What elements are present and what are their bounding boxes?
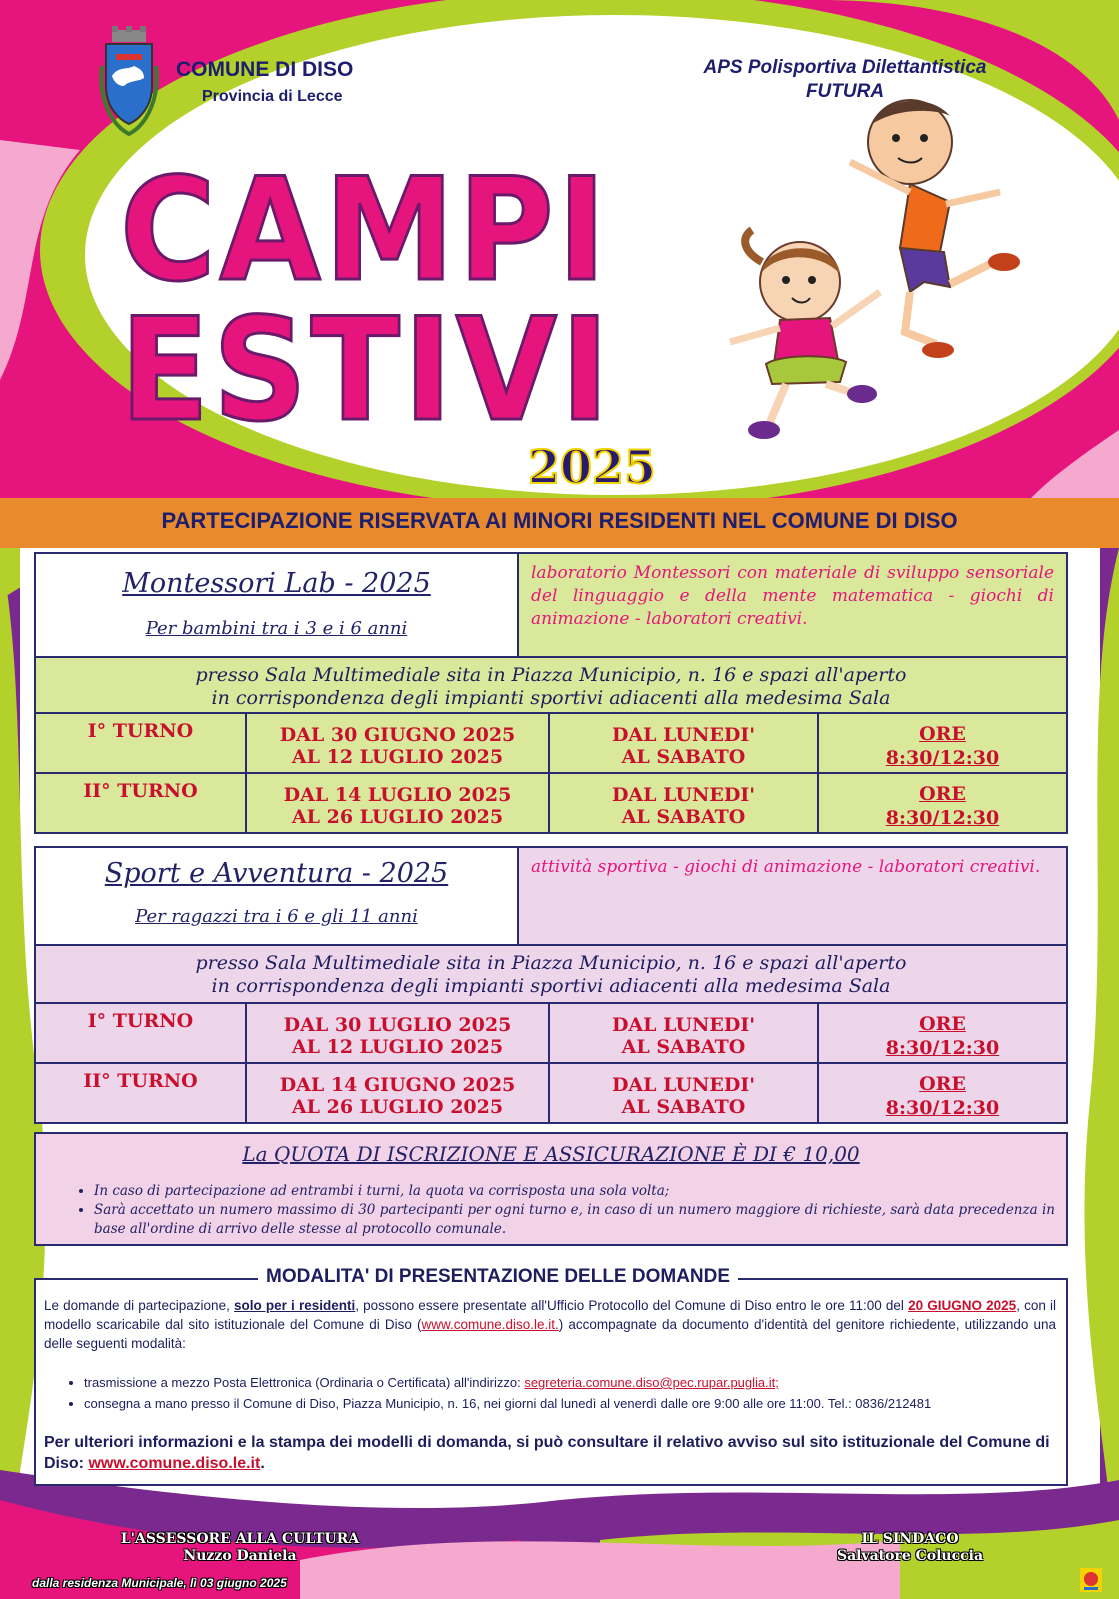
hours-cell [817,712,1068,774]
corner-logo-icon [1080,1568,1102,1592]
date-to: AL 12 LUGLIO 2025 [291,1036,504,1058]
turno-label: I° TURNO [87,720,194,742]
comune-name: COMUNE DI DISO [176,58,354,81]
site-link[interactable]: www.comune.diso.le.it [88,1455,261,1472]
turno-dates [247,784,548,828]
days-from: DAL LUNEDI' [611,1074,756,1096]
info-text [44,1432,1056,1474]
turno-hours [819,1012,1066,1060]
program-location [36,952,1066,998]
date-from: DAL 14 GIUGNO 2025 [279,1074,516,1096]
item-text: trasmissione a mezzo Posta Elettronica (Ordinaria o Certificata) all'indirizzo: [84,1375,525,1390]
days-cell [548,1002,819,1064]
hours-label: ORE [919,723,966,745]
days-from: DAL LUNEDI' [611,1014,756,1036]
comune-crest-icon [98,26,160,138]
program-location [36,664,1066,710]
list-item: • consegna a mano presso il Comune di Diso, Piazza Municipio, n. 16, nei giorni dal lunedì al venerdì dalle ore 9:00 alle ore 11:00. Tel.: 0836/212481 [84,1393,1064,1414]
location-line1: presso Sala Multimediale sita in Piazza Municipio, n. 16 e spazi all'aperto [195,664,907,686]
days-cell [548,1062,819,1124]
quota-title: La QUOTA DI ISCRIZIONE E ASSICURAZIONE È DI € 10,00 [242,1142,860,1166]
program-name: Montessori Lab - 2025 [122,568,431,599]
text-part: Le domande di partecipazione, [44,1298,234,1313]
turno-cell [34,1062,247,1124]
provincia-label: Provincia di Lecce [202,88,343,105]
hours-cell [817,772,1068,834]
turno-cell [34,772,247,834]
date-to: AL 26 LUGLIO 2025 [291,1096,504,1118]
hours-cell [817,1062,1068,1124]
program-title-cell [34,552,519,658]
sindaco-role: IL SINDACO [861,1531,959,1547]
turno-days [550,1014,817,1058]
program-montessori [34,552,1068,834]
dates-cell [245,1062,550,1124]
sindaco-signature [800,1531,1020,1565]
text-part: , possono essere presentate all'Ufficio Protocollo del Comune di Diso entro le ore 11:00 del [355,1298,909,1313]
program-location-cell [34,656,1068,714]
program-description: laboratorio Montessori con materiale di sviluppo sensoriale del linguaggio e della mente matematica - giochi di animazione - laboratori creativi. [531,563,1054,629]
assessore-name: Nuzzo Daniela [183,1548,297,1564]
email-link[interactable]: segreteria.comune.diso@pec.rupar.puglia.it; [524,1375,779,1390]
hours-label: ORE [919,1073,966,1095]
dates-cell [245,712,550,774]
list-item: • In caso di partecipazione ad entrambi i turni, la quota va corrisposta una sola volta; [94,1182,1056,1201]
turno-cell [34,1002,247,1064]
dates-cell [245,1002,550,1064]
program-description: attività sportiva - giochi di animazione - laboratori creativi. [531,857,1041,877]
info-end: . [260,1455,265,1472]
residents-only: solo per i residenti [233,1298,356,1313]
turno-cell [34,712,247,774]
hours-cell [817,1002,1068,1064]
kids-illustration [700,92,1040,472]
turno-hours [819,782,1066,830]
list-item: • Sarà accettato un numero massimo di 30 partecipanti per ogni turno e, in caso di un numero maggiore di richieste, sarà data precedenza in base all'ordine di arrivo delle stesse al protocollo comunale. [94,1201,1056,1239]
modalita-list [74,1372,1064,1414]
turno-dates [247,724,548,768]
quota-list [76,1182,1056,1239]
turno-label: II° TURNO [83,1070,198,1092]
hours-label: ORE [919,1013,966,1035]
location-line1: presso Sala Multimediale sita in Piazza Municipio, n. 16 e spazi all'aperto [195,952,907,974]
turno-dates [247,1074,548,1118]
turno-days [550,1074,817,1118]
date-from: DAL 30 GIUGNO 2025 [279,724,516,746]
text-part: , con il modello scaricabile dal sito istituzionale del Comune di Diso ( [44,1298,1057,1332]
hours-value: 8:30/12:30 [885,747,1000,769]
program-description-cell [517,552,1068,658]
days-to: AL SABATO [621,806,746,828]
assessore-signature [100,1531,380,1565]
text-part: ) accompagnate da documento d'identità del genitore richiedente, utilizzando una delle seguenti modalità: [44,1317,1056,1351]
info-body: Per ulteriori informazioni e la stampa dei modelli di domanda, si può consultare il relativo avviso sul sito istituzionale del Comune di Diso: [44,1434,1050,1472]
days-to: AL SABATO [621,746,746,768]
title-year: 2025 [528,440,657,494]
days-from: DAL LUNEDI' [611,724,756,746]
date-to: AL 12 LUGLIO 2025 [291,746,504,768]
days-cell [548,712,819,774]
program-sport [34,846,1068,1124]
deadline: 20 GIUGNO 2025 [908,1298,1017,1313]
turno-hours [819,1072,1066,1120]
program-title-cell [34,846,519,946]
sindaco-name: Salvatore Coluccia [836,1548,984,1564]
title-campi: CAMPI [120,148,610,313]
title-estivi: ESTIVI [120,288,613,453]
location-line2: in corrispondenza degli impianti sportivi adiacenti alla medesima Sala [211,687,891,709]
turno-label: I° TURNO [87,1010,194,1032]
dates-cell [245,772,550,834]
program-location-cell [34,944,1068,1004]
location-line2: in corrispondenza degli impianti sportivi adiacenti alla medesima Sala [211,975,891,997]
program-description-cell [517,846,1068,946]
banner-text: PARTECIPAZIONE RISERVATA AI MINORI RESIDENTI NEL COMUNE DI DISO [161,508,958,533]
hours-value: 8:30/12:30 [885,1097,1000,1119]
turno-hours [819,722,1066,770]
footer-date: dalla residenza Municipale, lì 03 giugno 2025 [32,1576,287,1590]
date-from: DAL 30 LUGLIO 2025 [283,1014,512,1036]
assessore-role: L'ASSESSORE ALLA CULTURA [120,1531,360,1547]
hours-value: 8:30/12:30 [885,807,1000,829]
hours-value: 8:30/12:30 [885,1037,1000,1059]
turno-days [550,724,817,768]
turno-dates [247,1014,548,1058]
turno-days [550,784,817,828]
days-to: AL SABATO [621,1036,746,1058]
program-name: Sport e Avventura - 2025 [104,858,449,889]
program-audience: Per ragazzi tra i 6 e gli 11 anni [135,906,418,927]
organizer-line1: APS Polisportiva Dilettantistica [703,57,987,78]
site-link[interactable]: www.comune.diso.le.it. [421,1317,559,1332]
modalita-title: MODALITA' DI PRESENTAZIONE DELLE DOMANDE [258,1266,738,1288]
days-to: AL SABATO [621,1096,746,1118]
list-item [84,1372,1064,1393]
modalita-text [44,1296,1056,1353]
date-from: DAL 14 LUGLIO 2025 [283,784,512,806]
turno-label: II° TURNO [83,780,198,802]
hours-label: ORE [919,783,966,805]
program-audience: Per bambini tra i 3 e i 6 anni [145,618,408,639]
date-to: AL 26 LUGLIO 2025 [291,806,504,828]
days-from: DAL LUNEDI' [611,784,756,806]
organizer-line2: FUTURA [805,81,885,102]
days-cell [548,772,819,834]
quota-box [34,1132,1068,1246]
